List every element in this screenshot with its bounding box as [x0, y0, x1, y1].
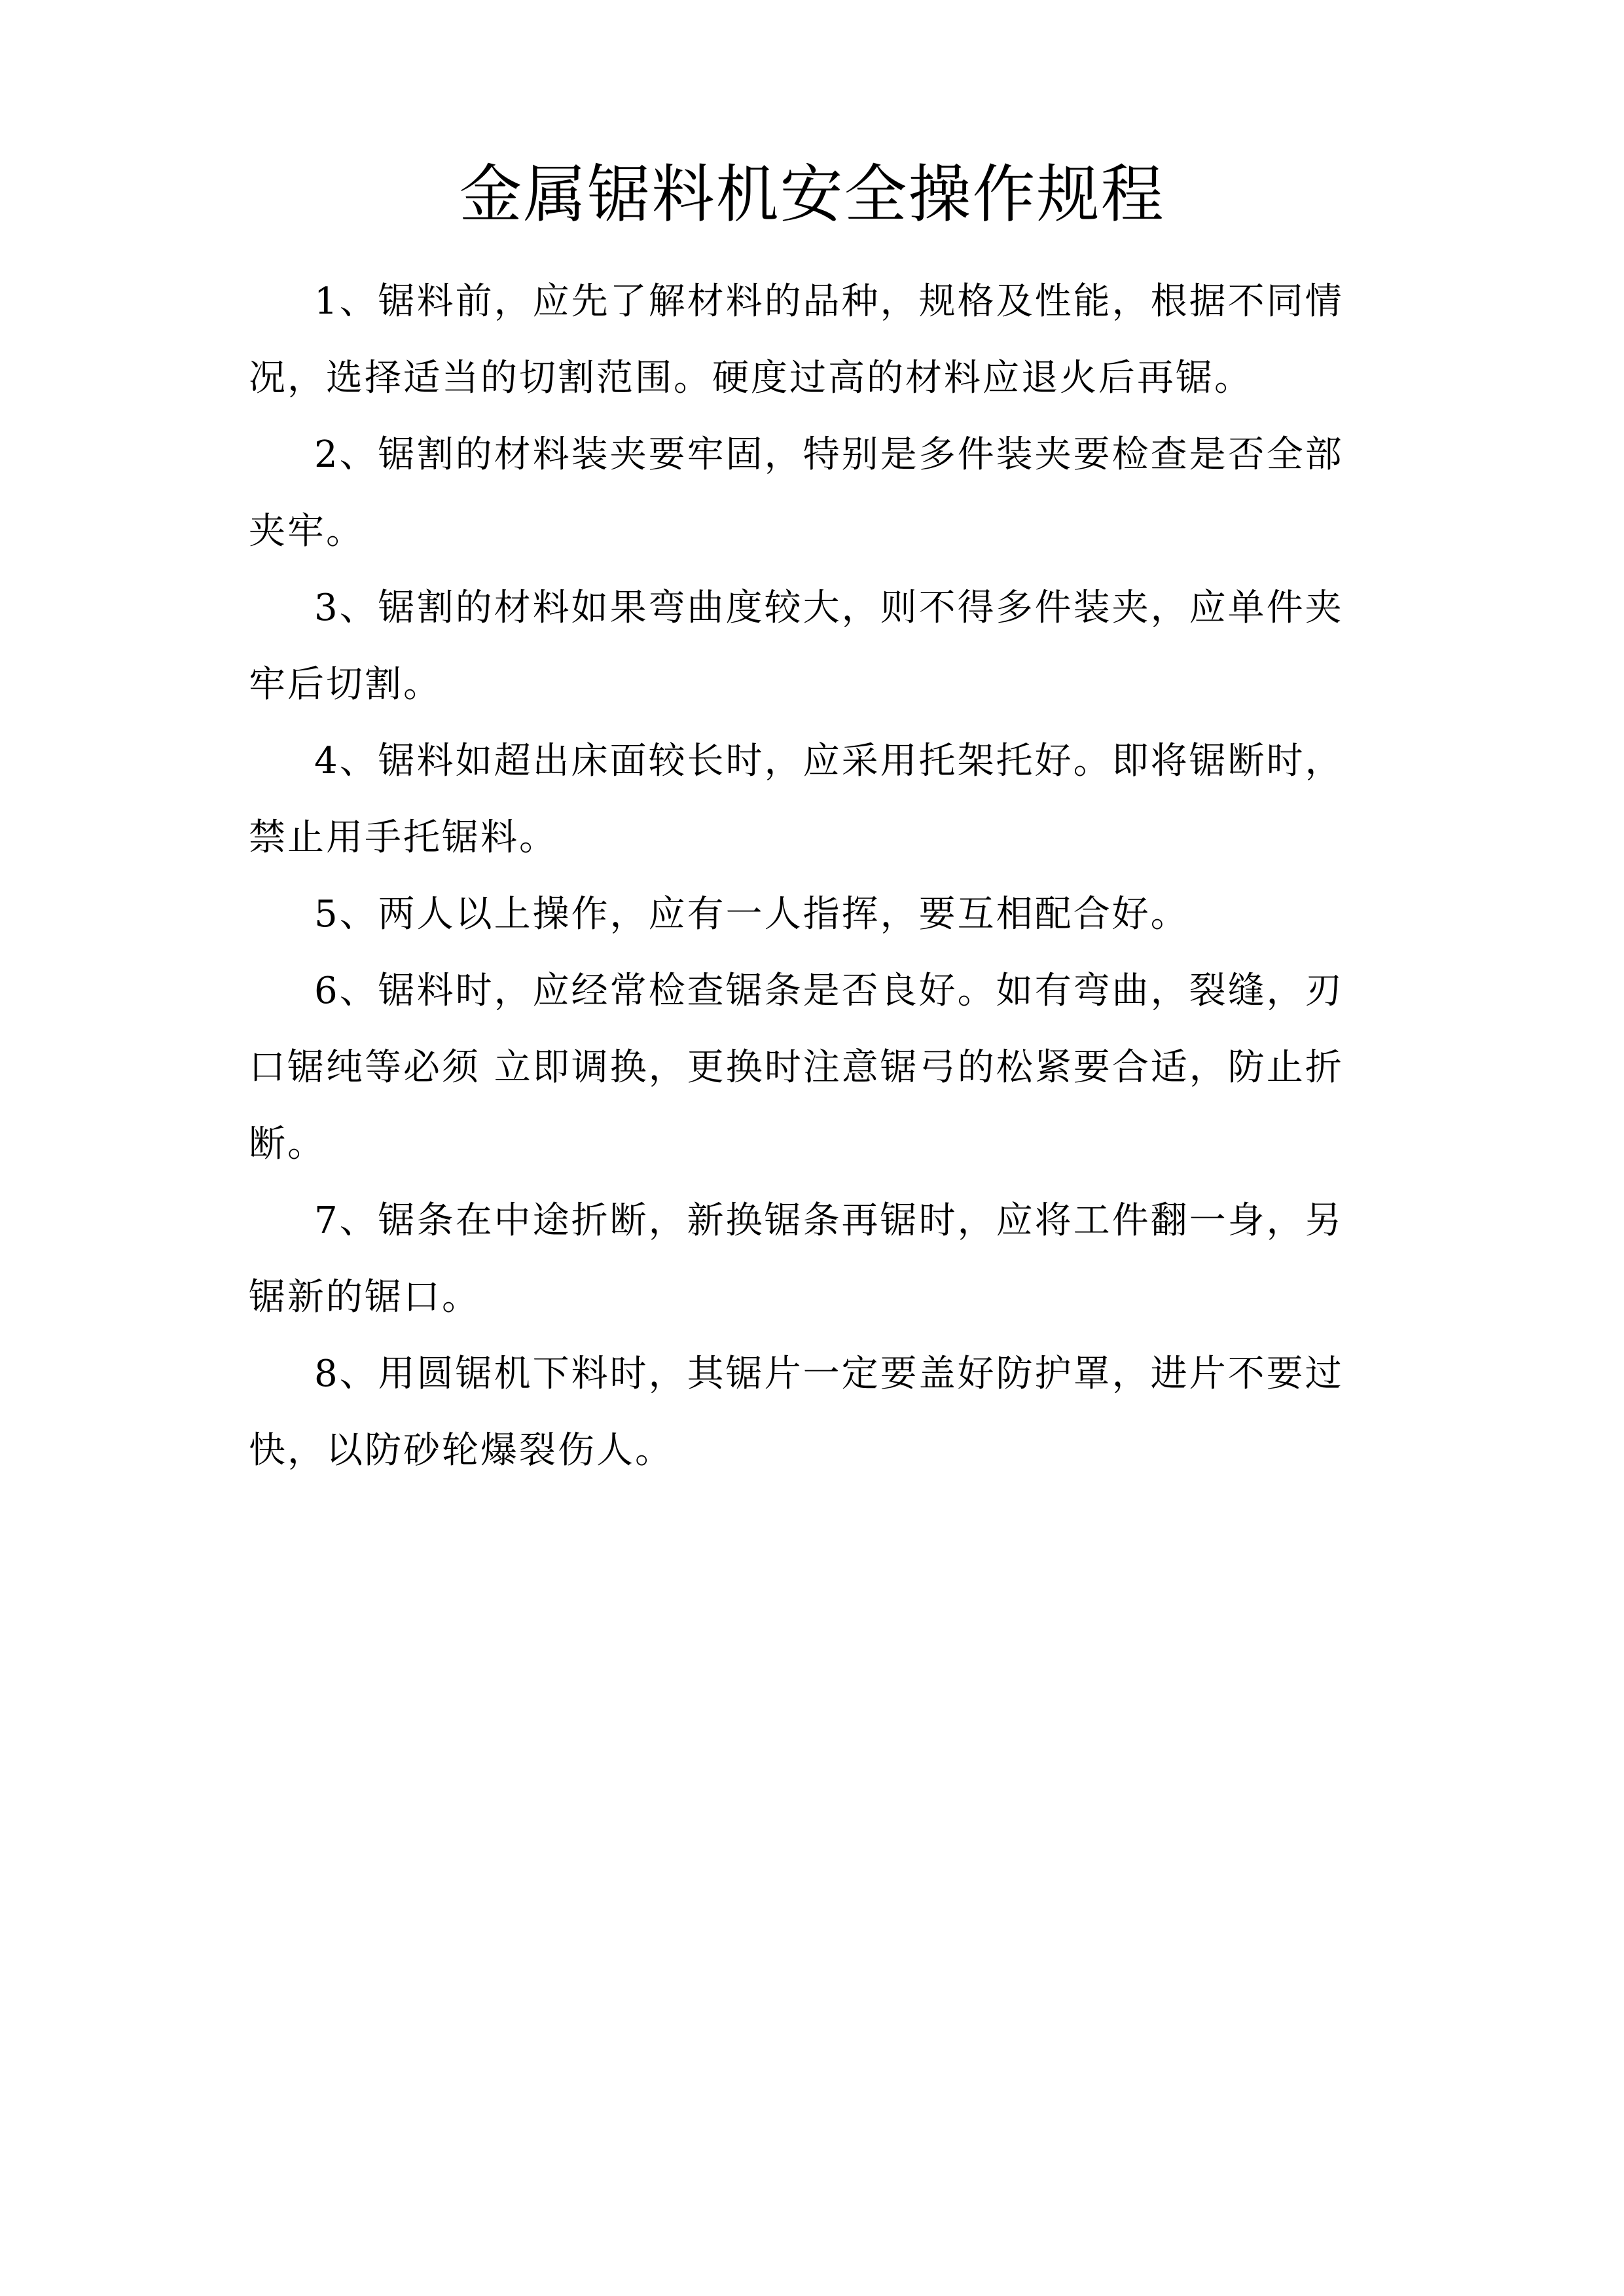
rule-item-8: 8、用圆锯机下料时，其锯片一定要盖好防护罩，进片不要过快，以防砂轮爆裂伤人。: [249, 1353, 1344, 1472]
rule-item-6: 6、锯料时，应经常检查锯条是否良好。如有弯曲，裂缝，刃口锯纯等必须 立即调换，更换时注意锯弓的松紧要合适，防止折断。: [249, 970, 1344, 1165]
rule-item-4: 4、锯料如超出床面较长时，应采用托架托好。即将锯断时，禁止用手托锯料。: [249, 740, 1344, 859]
rules-list: [249, 263, 1375, 1489]
rule-item-2: 2、锯割的材料装夹要牢固，特别是多件装夹要检查是否全部夹牢。: [249, 433, 1344, 553]
rule-item-1: 1、锯料前，应先了解材料的品种，规格及性能，根据不同情况，选择适当的切割范围。硬度过高的材料应退火后再锯。: [249, 280, 1344, 399]
rule-item-3: 3、锯割的材料如果弯曲度较大，则不得多件装夹，应单件夹牢后切割。: [249, 587, 1344, 706]
rule-item-5: 5、两人以上操作，应有一人指挥，要互相配合好。: [314, 893, 1189, 936]
document-title: 金属锯料机安全操作规程: [459, 158, 1165, 231]
rule-item-7: 7、锯条在中途折断，新换锯条再锯时，应将工件翻一身，另锯新的锯口。: [249, 1199, 1344, 1319]
